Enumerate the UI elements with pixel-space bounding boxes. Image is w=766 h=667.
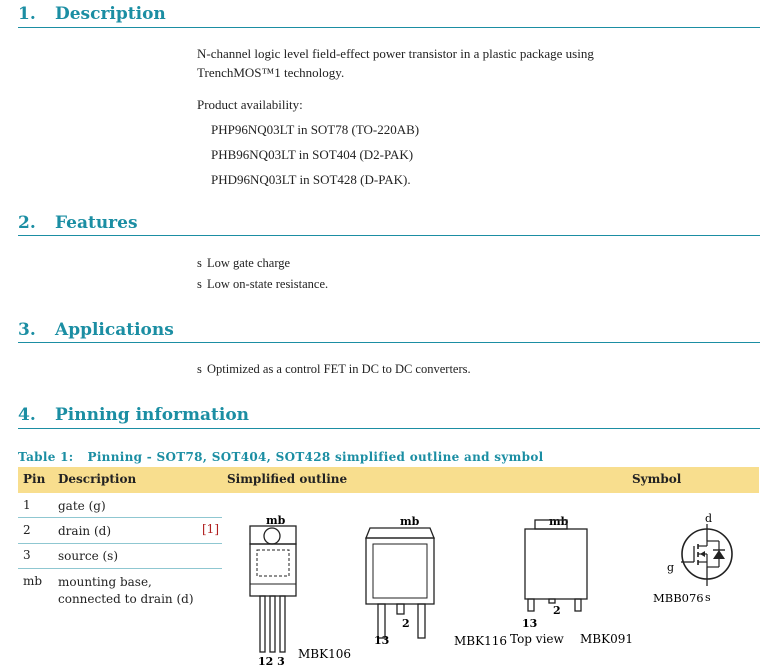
section-heading-pinning: 4. Pinning information (18, 405, 250, 425)
product-item: PHP96NQ03LT in SOT78 (TO-220AB) (211, 122, 420, 137)
description-line-1: N-channel logic level field-effect power transistor in a plastic package using (197, 46, 594, 61)
section-heading-features: 2. Features (18, 213, 138, 233)
table-caption: Table 1: Pinning - SOT78, SOT404, SOT428 simplified outline and symbol (18, 450, 544, 464)
dpak-outline-drawing (505, 512, 635, 652)
header-outline: Simplified outline (227, 472, 348, 486)
d2pak-mb-label: mb (400, 515, 420, 528)
section-rule (18, 428, 760, 429)
row-divider (18, 543, 222, 544)
header-pin: Pin (23, 472, 46, 486)
d2pak-code: MBK116 (454, 634, 507, 648)
application-item: s Optimized as a control FET in DC to DC converters. (197, 362, 471, 376)
section-heading-applications: 3. Applications (18, 320, 174, 340)
section-rule (18, 235, 760, 236)
section-rule (18, 342, 760, 343)
description-line-2: TrenchMOS™1 technology. (197, 65, 345, 80)
to220-code: MBK106 (298, 647, 351, 661)
mosfet-symbol (645, 510, 755, 605)
table-header (18, 467, 759, 493)
row-divider (18, 517, 222, 518)
d2pak-outline-drawing (360, 512, 510, 652)
to220-mb-label: mb (266, 514, 286, 527)
dpak-mb-label: mb (549, 515, 569, 528)
symbol-drain-label: d (705, 512, 713, 525)
row-divider (18, 568, 222, 569)
section-heading-description: 1. Description (18, 4, 166, 24)
product-item: PHD96NQ03LT in SOT428 (D-PAK). (211, 172, 411, 187)
dpak-pin13: 13 (522, 617, 538, 630)
section-rule (18, 27, 760, 28)
dpak-pin2: 2 (553, 604, 561, 617)
table-row: mb mounting base, connected to drain (d) (23, 574, 194, 606)
symbol-code: MBB076 (653, 591, 704, 605)
d2pak-pin13: 13 (374, 634, 390, 647)
footnote-ref[interactable]: [1] (202, 522, 219, 536)
dpak-code: MBK091 (580, 632, 633, 646)
feature-item: s Low gate charge (197, 256, 291, 270)
to220-outline-drawing (240, 510, 355, 667)
availability-label: Product availability: (197, 97, 303, 112)
product-item: PHB96NQ03LT in SOT404 (D2-PAK) (211, 147, 414, 162)
feature-item: s Low on-state resistance. (197, 277, 329, 291)
symbol-source-label: s (705, 591, 711, 604)
symbol-gate-label: g (667, 561, 675, 574)
header-description: Description (58, 472, 137, 486)
header-symbol: Symbol (632, 472, 682, 486)
dpak-view-label: Top view (510, 632, 564, 646)
to220-pin-numbers: 12 3 (258, 655, 285, 667)
d2pak-pin2: 2 (402, 617, 410, 630)
